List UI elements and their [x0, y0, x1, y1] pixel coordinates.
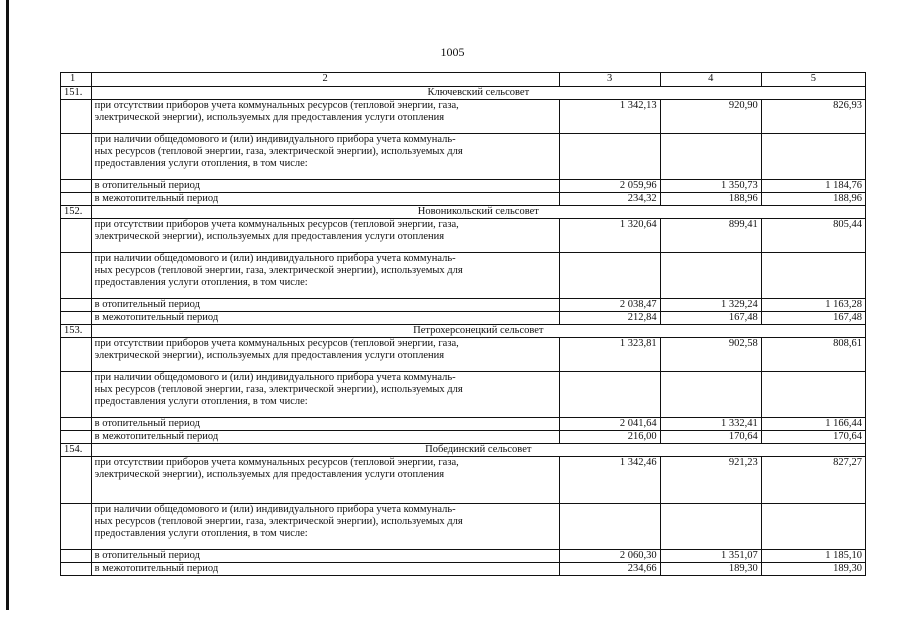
description-line: при отсутствии приборов учета коммунальных ресурсов (тепловой энергии, газа,: [94, 457, 459, 468]
district-name: Побединский сельсовет: [91, 444, 865, 457]
row-description: [91, 457, 559, 504]
empty-index-cell: [61, 418, 92, 431]
description-line: ных ресурсов (тепловой энергии, газа, электрической энергии), используемых для: [94, 146, 463, 157]
column-header-4: 4: [660, 73, 761, 87]
value-cell-v5: 1 185,10: [761, 550, 865, 563]
column-header-3: 3: [559, 73, 660, 87]
value-cell-v4: [660, 134, 761, 180]
empty-index-cell: [61, 550, 92, 563]
value-cell-v4: [660, 253, 761, 299]
table-row: [61, 550, 866, 563]
value-cell-v3: [559, 372, 660, 418]
description-line: в отопительный период: [94, 299, 200, 310]
value-cell-v4: 902,58: [660, 338, 761, 372]
table-row: [61, 193, 866, 206]
district-index: 154.: [61, 444, 92, 457]
value-cell-v3: 2 059,96: [559, 180, 660, 193]
table-row: [61, 563, 866, 576]
district-name: Ключевский сельсовет: [91, 87, 865, 100]
value-cell-v3: 2 041,64: [559, 418, 660, 431]
value-cell-v3: 234,32: [559, 193, 660, 206]
value-cell-v5: 188,96: [761, 193, 865, 206]
row-description: [91, 431, 559, 444]
district-index: 152.: [61, 206, 92, 219]
value-cell-v5: 170,64: [761, 431, 865, 444]
value-cell-v5: [761, 504, 865, 550]
value-cell-v4: 921,23: [660, 457, 761, 504]
description-line: при наличии общедомового и (или) индивидуального прибора учета коммуналь-: [94, 372, 456, 383]
table-row: [61, 253, 866, 299]
description-line: при отсутствии приборов учета коммунальных ресурсов (тепловой энергии, газа,: [94, 219, 459, 230]
value-cell-v5: 1 163,28: [761, 299, 865, 312]
value-cell-v4: 1 329,24: [660, 299, 761, 312]
empty-index-cell: [61, 100, 92, 134]
table-row: [61, 219, 866, 253]
value-cell-v3: 2 038,47: [559, 299, 660, 312]
row-description: [91, 180, 559, 193]
value-cell-v5: [761, 253, 865, 299]
description-line: при отсутствии приборов учета коммунальных ресурсов (тепловой энергии, газа,: [94, 100, 459, 111]
value-cell-v5: 167,48: [761, 312, 865, 325]
description-line: электрической энергии), используемых для предоставления услуги отопления: [94, 469, 445, 480]
row-description: [91, 193, 559, 206]
district-index: 153.: [61, 325, 92, 338]
district-row: [61, 87, 866, 100]
value-cell-v5: [761, 372, 865, 418]
row-description: [91, 504, 559, 550]
table-row: [61, 372, 866, 418]
district-row: [61, 444, 866, 457]
description-line: электрической энергии), используемых для предоставления услуги отопления: [94, 112, 445, 123]
binding-edge-bar: [6, 0, 9, 610]
description-line: предоставления услуги отопления, в том числе:: [94, 396, 308, 407]
value-cell-v4: [660, 504, 761, 550]
value-cell-v4: 167,48: [660, 312, 761, 325]
row-description: [91, 312, 559, 325]
empty-index-cell: [61, 299, 92, 312]
value-cell-v3: [559, 504, 660, 550]
value-cell-v5: 827,27: [761, 457, 865, 504]
description-line: электрической энергии), используемых для предоставления услуги отопления: [94, 231, 445, 242]
table-row: [61, 431, 866, 444]
description-line: в отопительный период: [94, 418, 200, 429]
description-line: предоставления услуги отопления, в том числе:: [94, 158, 308, 169]
value-cell-v5: 805,44: [761, 219, 865, 253]
district-index: 151.: [61, 87, 92, 100]
description-line: в межотопительный период: [94, 312, 219, 323]
row-description: [91, 338, 559, 372]
empty-index-cell: [61, 180, 92, 193]
value-cell-v5: 1 184,76: [761, 180, 865, 193]
value-cell-v3: 1 342,13: [559, 100, 660, 134]
row-description: [91, 134, 559, 180]
row-description: [91, 563, 559, 576]
value-cell-v4: 189,30: [660, 563, 761, 576]
empty-index-cell: [61, 134, 92, 180]
column-header-5: 5: [761, 73, 865, 87]
value-cell-v5: [761, 134, 865, 180]
column-header-1: 1: [61, 73, 92, 87]
value-cell-v3: [559, 134, 660, 180]
empty-index-cell: [61, 193, 92, 206]
empty-index-cell: [61, 563, 92, 576]
description-line: в межотопительный период: [94, 431, 219, 442]
value-cell-v3: 212,84: [559, 312, 660, 325]
district-name: Новоникольский сельсовет: [91, 206, 865, 219]
value-cell-v3: 216,00: [559, 431, 660, 444]
value-cell-v5: 808,61: [761, 338, 865, 372]
table-row: [61, 134, 866, 180]
value-cell-v5: 189,30: [761, 563, 865, 576]
district-name: Петрохерсонецкий сельсовет: [91, 325, 865, 338]
empty-index-cell: [61, 219, 92, 253]
table-row: [61, 299, 866, 312]
value-cell-v4: 1 332,41: [660, 418, 761, 431]
description-line: ных ресурсов (тепловой энергии, газа, электрической энергии), используемых для: [94, 265, 463, 276]
district-row: [61, 325, 866, 338]
description-line: при наличии общедомового и (или) индивидуального прибора учета коммуналь-: [94, 504, 456, 515]
table-row: [61, 457, 866, 504]
value-cell-v3: 1 320,64: [559, 219, 660, 253]
row-description: [91, 253, 559, 299]
column-number-row: [61, 73, 866, 87]
description-line: в межотопительный период: [94, 193, 219, 204]
table-row: [61, 504, 866, 550]
description-line: ных ресурсов (тепловой энергии, газа, электрической энергии), используемых для: [94, 516, 463, 527]
row-description: [91, 100, 559, 134]
value-cell-v3: 1 342,46: [559, 457, 660, 504]
empty-index-cell: [61, 372, 92, 418]
empty-index-cell: [61, 504, 92, 550]
table-row: [61, 338, 866, 372]
value-cell-v4: 1 350,73: [660, 180, 761, 193]
description-line: электрической энергии), используемых для предоставления услуги отопления: [94, 350, 445, 361]
value-cell-v5: 826,93: [761, 100, 865, 134]
table-row: [61, 312, 866, 325]
value-cell-v4: 899,41: [660, 219, 761, 253]
empty-index-cell: [61, 312, 92, 325]
description-line: при наличии общедомового и (или) индивидуального прибора учета коммуналь-: [94, 253, 456, 264]
tariff-table: [60, 72, 866, 576]
description-line: при наличии общедомового и (или) индивидуального прибора учета коммуналь-: [94, 134, 456, 145]
value-cell-v3: 1 323,81: [559, 338, 660, 372]
column-header-2: 2: [91, 73, 559, 87]
value-cell-v4: 188,96: [660, 193, 761, 206]
empty-index-cell: [61, 338, 92, 372]
table-row: [61, 180, 866, 193]
value-cell-v3: 2 060,30: [559, 550, 660, 563]
value-cell-v4: 1 351,07: [660, 550, 761, 563]
row-description: [91, 418, 559, 431]
description-line: предоставления услуги отопления, в том числе:: [94, 528, 308, 539]
value-cell-v4: 920,90: [660, 100, 761, 134]
row-description: [91, 550, 559, 563]
value-cell-v3: 234,66: [559, 563, 660, 576]
empty-index-cell: [61, 457, 92, 504]
table-row: [61, 418, 866, 431]
row-description: [91, 219, 559, 253]
description-line: в отопительный период: [94, 180, 200, 191]
value-cell-v4: [660, 372, 761, 418]
description-line: в межотопительный период: [94, 563, 219, 574]
value-cell-v3: [559, 253, 660, 299]
description-line: при отсутствии приборов учета коммунальных ресурсов (тепловой энергии, газа,: [94, 338, 459, 349]
row-description: [91, 372, 559, 418]
table-row: [61, 100, 866, 134]
value-cell-v4: 170,64: [660, 431, 761, 444]
value-cell-v5: 1 166,44: [761, 418, 865, 431]
empty-index-cell: [61, 253, 92, 299]
district-row: [61, 206, 866, 219]
description-line: ных ресурсов (тепловой энергии, газа, электрической энергии), используемых для: [94, 384, 463, 395]
description-line: в отопительный период: [94, 550, 200, 561]
empty-index-cell: [61, 431, 92, 444]
page-number: 1005: [440, 45, 465, 59]
description-line: предоставления услуги отопления, в том числе:: [94, 277, 308, 288]
row-description: [91, 299, 559, 312]
